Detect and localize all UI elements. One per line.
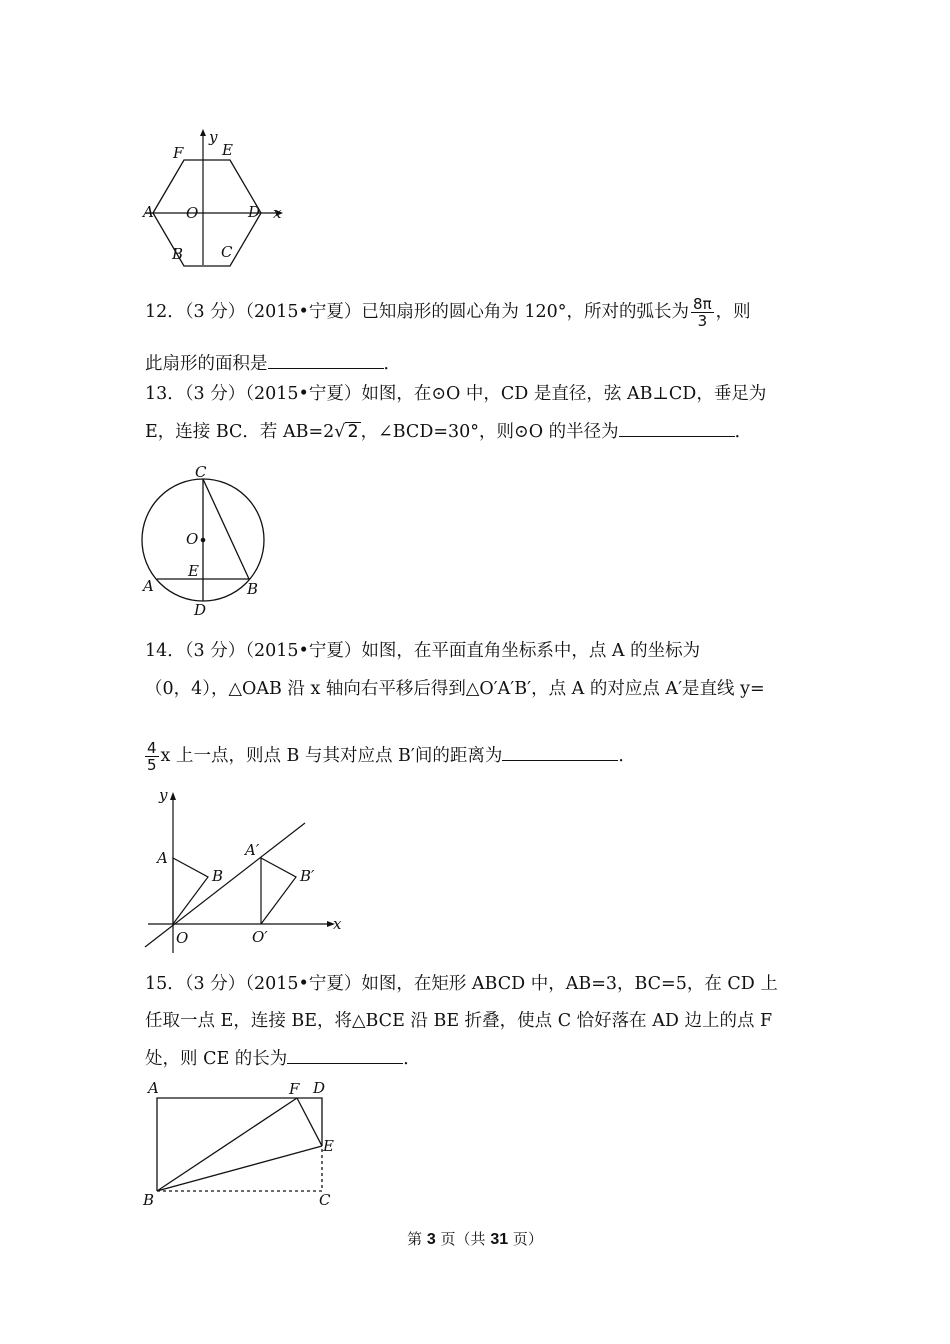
q15-line-1: 15．（3 分）（2015•宁夏）如图，在矩形 ABCD 中，AB=3，BC=5，在 CD 上 bbox=[145, 974, 778, 994]
q14-line-2: （0，4），△OAB 沿 x 轴向右平移后得到△O′A′B′，点 A 的对应点 A′是直线 y= bbox=[145, 679, 765, 699]
q13-line-2 bbox=[145, 418, 752, 445]
q12-answer-blank[interactable] bbox=[268, 350, 384, 369]
q14-frac-den: 5 bbox=[147, 756, 157, 774]
q15-line-3-end: ． bbox=[403, 1049, 421, 1069]
coordinate-figure bbox=[140, 785, 350, 960]
q14-line-3-text: x 上一点，则点 B 与其对应点 B′间的距离为 bbox=[160, 746, 503, 766]
footer-total-pages: 31 bbox=[490, 1231, 509, 1248]
coord-y-arrow bbox=[170, 792, 176, 800]
footer-post: 页） bbox=[508, 1230, 543, 1248]
q12-frac-den: 3 bbox=[697, 312, 708, 330]
page-footer bbox=[0, 1228, 950, 1249]
circle-center-dot bbox=[201, 538, 206, 543]
q13-line-2-pre: E，连接 BC．若 AB=2 bbox=[145, 422, 335, 442]
q15-line-3 bbox=[145, 1045, 421, 1072]
coord-label-A: A bbox=[157, 849, 168, 867]
q12-line-1 bbox=[145, 296, 751, 329]
hexagon-label-x: x bbox=[273, 204, 282, 222]
coord-line-y45x bbox=[145, 823, 305, 947]
coord-label-x: x bbox=[333, 915, 342, 933]
coord-label-y: y bbox=[159, 786, 168, 804]
q13-line-2-post: ，∠BCD=30°，则⊙O 的半径为 bbox=[360, 422, 619, 442]
q12-line-2-end: ． bbox=[383, 354, 401, 374]
hexagon-label-F: F bbox=[173, 144, 184, 162]
rect-label-B: B bbox=[143, 1191, 155, 1209]
q14-line-3-end: ． bbox=[618, 746, 636, 766]
q15-answer-blank[interactable] bbox=[287, 1045, 403, 1064]
q13-line-1: 13．（3 分）（2015•宁夏）如图，在⊙O 中，CD 是直径，弦 AB⊥CD，垂足为 bbox=[145, 384, 767, 404]
hexagon-figure bbox=[140, 125, 300, 270]
coord-label-O: O bbox=[176, 929, 189, 947]
circle-label-E: E bbox=[188, 562, 199, 580]
q14-fraction bbox=[145, 740, 159, 773]
coord-label-B2: B′ bbox=[300, 867, 315, 885]
q14-frac-num: 4 bbox=[147, 739, 157, 757]
q12-line-2-text: 此扇形的面积是 bbox=[145, 354, 268, 374]
q12-fraction bbox=[691, 296, 714, 329]
footer-pre: 第 bbox=[407, 1230, 427, 1248]
hexagon-label-C: C bbox=[221, 243, 233, 261]
q15-line-2: 任取一点 E，连接 BE，将△BCE 沿 BE 折叠，使点 C 恰好落在 AD 边上的点 F bbox=[145, 1011, 773, 1031]
hexagon-label-A: A bbox=[143, 203, 154, 221]
rectangle-figure bbox=[140, 1078, 350, 1213]
rect-segment-BE bbox=[157, 1146, 322, 1191]
coord-triangle-O2A2B2 bbox=[261, 858, 296, 924]
q12-line-2 bbox=[145, 350, 401, 377]
hexagon-label-y: y bbox=[209, 128, 218, 146]
coord-triangle-OAB bbox=[173, 858, 208, 924]
hexagon-label-E: E bbox=[222, 141, 233, 159]
circle-label-C: C bbox=[195, 463, 207, 481]
coord-label-O2: O′ bbox=[252, 928, 268, 946]
q15-line-3-text: 处，则 CE 的长为 bbox=[145, 1049, 288, 1069]
circle-label-A: A bbox=[143, 577, 154, 595]
q14-line-1: 14．（3 分）（2015•宁夏）如图，在平面直角坐标系中，点 A 的坐标为 bbox=[145, 641, 701, 661]
hexagon-label-B: B bbox=[172, 245, 184, 263]
rect-label-A: A bbox=[148, 1079, 159, 1097]
circle-label-O: O bbox=[186, 530, 199, 548]
hexagon-label-O: O bbox=[186, 204, 199, 222]
q12-text-post: ，则 bbox=[715, 302, 751, 322]
rect-solid-outline bbox=[157, 1098, 322, 1191]
footer-page-number: 3 bbox=[426, 1231, 436, 1248]
footer-mid: 页（共 bbox=[435, 1230, 491, 1248]
hexagon-label-D: D bbox=[248, 203, 261, 221]
q13-sqrt-radicand: 2 bbox=[347, 422, 359, 442]
q14-line-3 bbox=[145, 740, 636, 773]
circle-label-D: D bbox=[194, 601, 207, 619]
q13-answer-blank[interactable] bbox=[619, 418, 735, 437]
circle-figure bbox=[140, 462, 275, 622]
rect-segment-FE bbox=[297, 1098, 322, 1146]
coord-label-A2: A′ bbox=[245, 841, 260, 859]
q13-sqrt: √ 2 bbox=[334, 422, 359, 442]
rect-label-E: E bbox=[323, 1137, 334, 1155]
rect-segment-BF bbox=[157, 1098, 297, 1191]
coord-label-B: B bbox=[212, 867, 224, 885]
q12-frac-num: 8π bbox=[693, 295, 712, 313]
circle-label-B: B bbox=[247, 580, 259, 598]
rect-label-C: C bbox=[319, 1191, 331, 1209]
rect-label-F: F bbox=[289, 1080, 300, 1098]
rect-label-D: D bbox=[313, 1079, 326, 1097]
q12-text: 12．（3 分）（2015•宁夏）已知扇形的圆心角为 120°，所对的弧长为 bbox=[145, 302, 690, 322]
q13-line-2-end: ． bbox=[734, 422, 753, 442]
hexagon-y-arrow bbox=[200, 129, 206, 136]
q14-answer-blank[interactable] bbox=[502, 742, 618, 761]
